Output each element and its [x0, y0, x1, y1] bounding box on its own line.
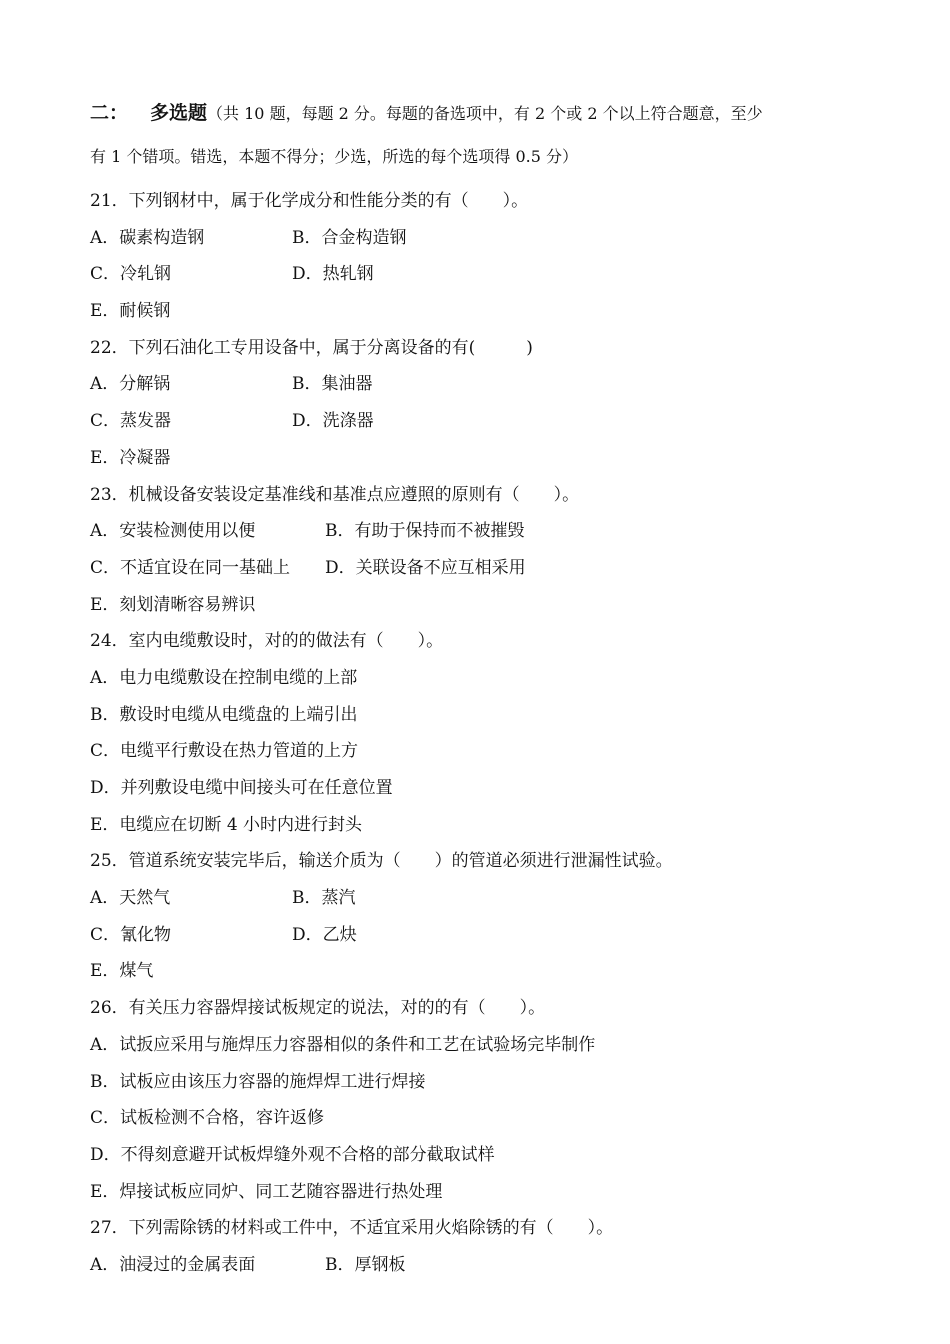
option-b: B．试板应由该压力容器的施焊焊工进行焊接: [90, 1071, 426, 1092]
option-c: C．试板检测不合格，容许返修: [90, 1108, 325, 1129]
exam-section: [90, 95, 870, 1284]
option-d: D．不得刻意避开试板焊缝外观不合格的部分截取试样: [90, 1144, 495, 1165]
option-c: C．氰化物: [90, 924, 172, 945]
option-e: E．电缆应在切断 4 小时内进行封头: [90, 814, 363, 835]
question-26-stem: 26．有关压力容器焊接试板规定的说法，对的的有（ ）。: [90, 998, 546, 1019]
question-25-stem: 25．管道系统安装完毕后，输送介质为（ ）的管道必须进行泄漏性试验。: [90, 851, 673, 872]
option-a: A．天然气: [90, 888, 171, 909]
option-a: A．电力电缆敷设在控制电缆的上部: [90, 667, 358, 688]
option-a: A．安装检测使用以便: [90, 521, 256, 542]
option-d: D．关联设备不应互相采用: [325, 557, 526, 578]
question-22-options-ab: [90, 366, 870, 403]
question-21-options-ab: [90, 220, 870, 257]
option-d: D．乙炔: [292, 924, 357, 945]
question-23-options-ab: [90, 513, 870, 550]
question-23-stem: 23．机械设备安装设定基准线和基准点应遵照的原则有（ ）。: [90, 484, 580, 505]
section-desc-line1: （共 10 题，每题 2 分。每题的备选项中，有 2 个或 2 个以上符合题意，至少: [207, 104, 763, 123]
option-d: D．并列敷设电缆中间接头可在任意位置: [90, 778, 393, 798]
option-a: A．分解锅: [90, 374, 171, 395]
option-d: D．热轧钢: [292, 264, 374, 285]
question-23-options-cd: [90, 550, 870, 587]
question-27-options-ab: [90, 1247, 870, 1284]
option-e: E．刻划清晰容易辨识: [90, 594, 256, 615]
option-a: A．油浸过的金属表面: [90, 1254, 256, 1275]
option-c: C．电缆平行敷设在热力管道的上方: [90, 741, 359, 762]
option-c: C．冷轧钢: [90, 264, 172, 285]
section-number: 二：: [90, 102, 129, 124]
question-24-stem: 24．室内电缆敷设时，对的的做法有（ ）。: [90, 631, 444, 652]
question-22-options-cd: [90, 403, 870, 440]
section-desc-line2: 有 1 个错项。错选，本题不得分；少选，所选的每个选项得 0.5 分）: [90, 147, 578, 166]
question-22-stem: 22．下列石油化工专用设备中，属于分离设备的有( ): [90, 337, 533, 358]
option-d: D．洗涤器: [292, 411, 374, 432]
section-title: 多选题: [150, 102, 208, 124]
question-21-options-cd: [90, 256, 870, 293]
question-25-options-ab: [90, 880, 870, 917]
question-21-stem: 21．下列钢材中，属于化学成分和性能分类的有（ ）。: [90, 191, 529, 211]
option-b: B．敷设时电缆从电缆盘的上端引出: [90, 704, 358, 725]
question-27-stem: 27．下列需除锈的材料或工件中，不适宜采用火焰除锈的有（ ）。: [90, 1218, 614, 1239]
option-e: E．焊接试板应同炉、同工艺随容器进行热处理: [90, 1181, 443, 1202]
question-25-options-cd: [90, 917, 870, 954]
option-b: B．集油器: [292, 374, 373, 395]
option-a: A．试扳应采用与施焊压力容器相似的条件和工艺在试验场完毕制作: [90, 1034, 596, 1055]
option-b: B．厚钢板: [325, 1254, 406, 1275]
option-b: B．蒸汽: [292, 888, 356, 909]
option-e: E．煤气: [90, 961, 154, 982]
option-b: B．有助于保持而不被摧毁: [325, 521, 525, 542]
option-a: A．碳素构造钢: [90, 227, 205, 248]
option-b: B．合金构造钢: [292, 227, 407, 248]
option-c: C．不适宜设在同一基础上: [90, 557, 291, 578]
option-c: C．蒸发器: [90, 411, 172, 432]
option-e: E．耐候钢: [90, 301, 171, 322]
option-e: E．冷凝器: [90, 447, 171, 468]
section-header: [90, 95, 870, 131]
